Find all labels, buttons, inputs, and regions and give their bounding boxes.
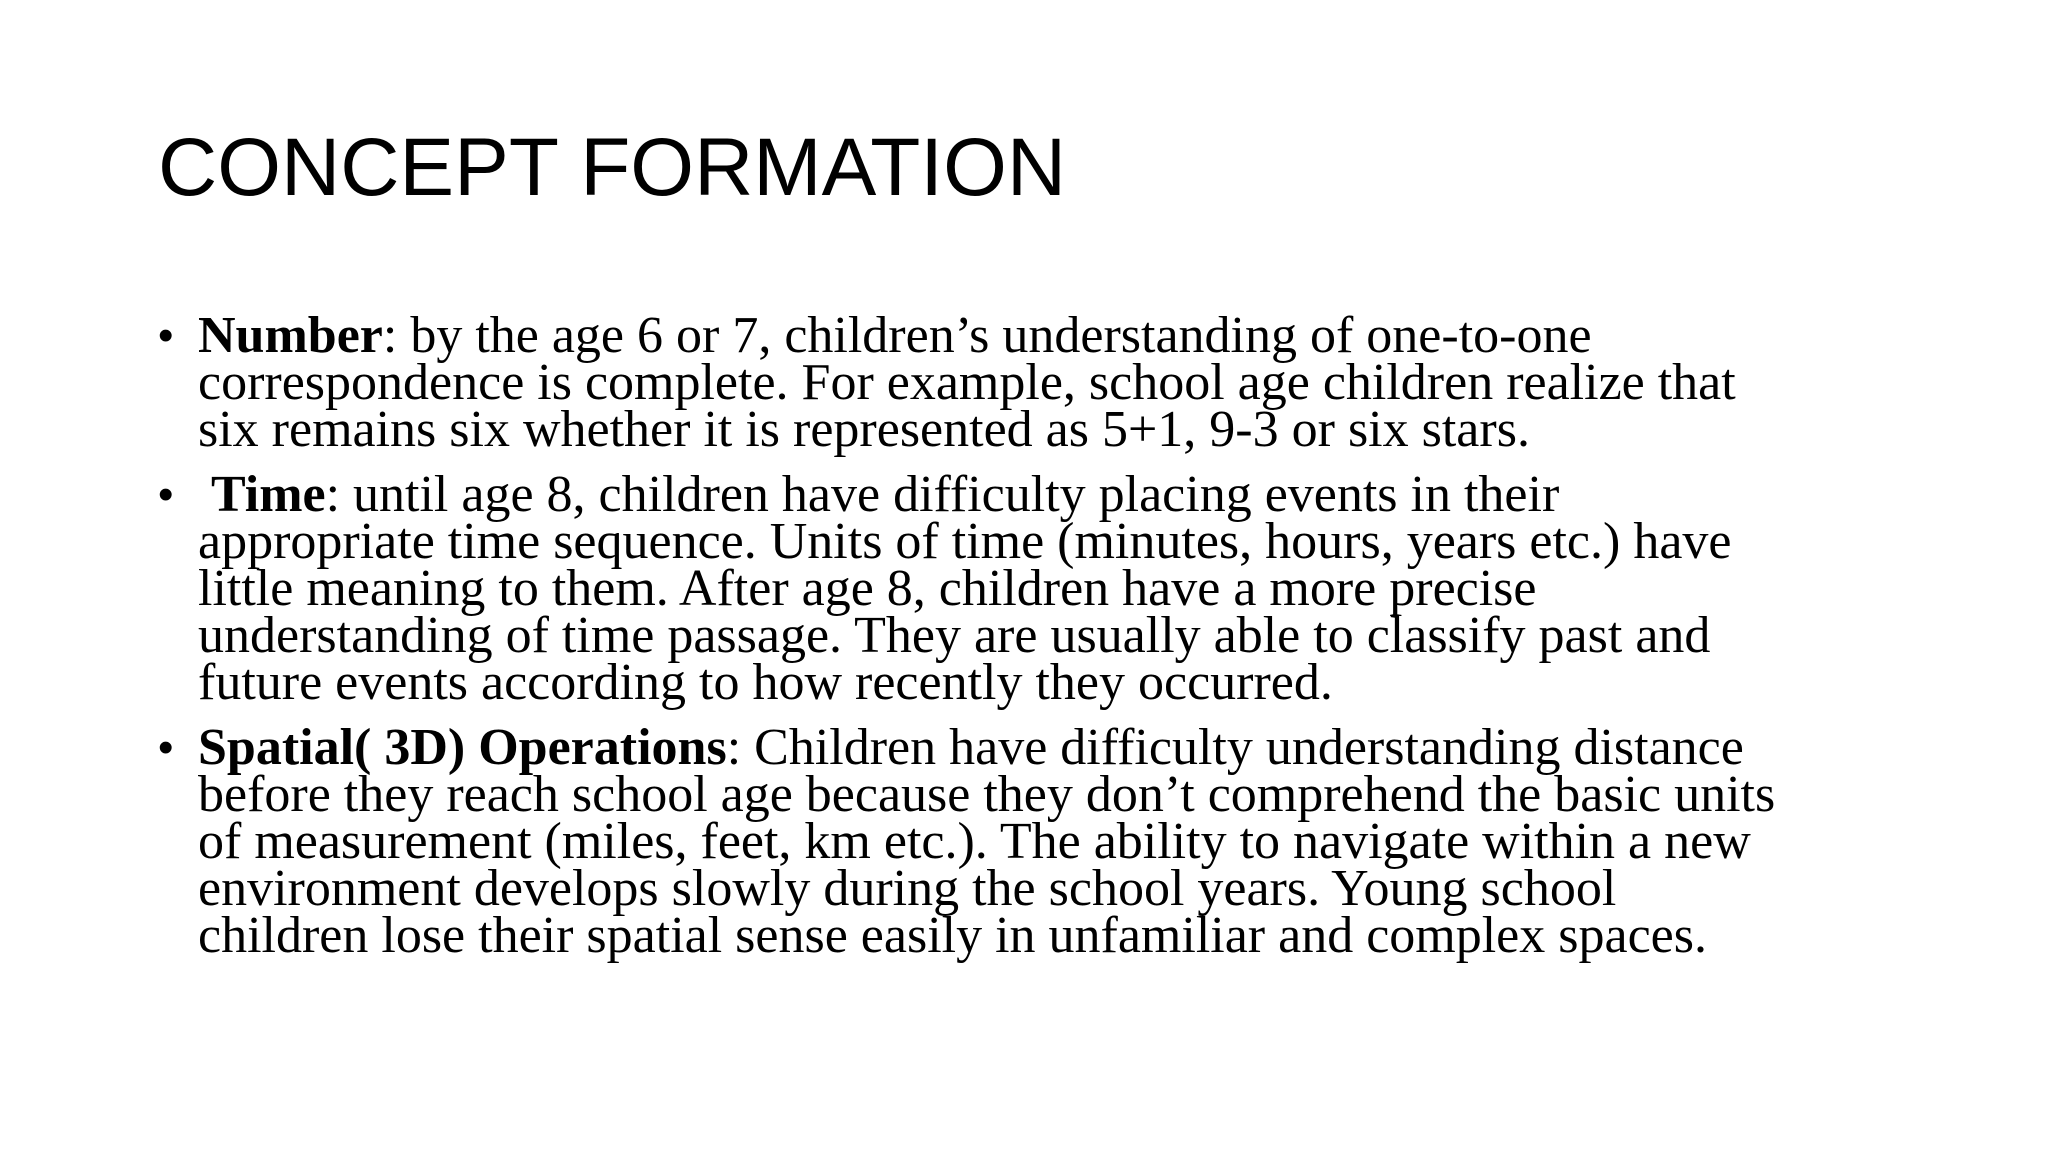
bullet-text: : until age 8, children have difficulty placing events in their bbox=[325, 466, 1560, 523]
bullet-line: appropriate time sequence. Units of time (minutes, hours, years etc.) have bbox=[198, 513, 1732, 570]
bullet-number bbox=[158, 307, 1918, 458]
bullet-line bbox=[198, 719, 1918, 776]
bullet-line: future events according to how recently they occurred. bbox=[198, 654, 1333, 711]
bullet-dot-icon: • bbox=[158, 311, 174, 360]
bullet-line: understanding of time passage. They are usually able to classify past and bbox=[198, 607, 1711, 664]
bullet-term: Number bbox=[198, 307, 383, 364]
bullet-line: before they reach school age because they don’t comprehend the basic units bbox=[198, 766, 1776, 823]
bullet-spatial bbox=[158, 719, 1918, 964]
bullet-line bbox=[198, 307, 1918, 364]
bullet-time bbox=[158, 466, 1918, 711]
bullet-term: Time bbox=[211, 466, 326, 523]
bullet-dot-icon: • bbox=[158, 723, 174, 772]
bullet-line: little meaning to them. After age 8, children have a more precise bbox=[198, 560, 1537, 617]
bullet-term: Spatial( 3D) Operations bbox=[198, 719, 727, 776]
bullet-line: environment develops slowly during the school years. Young school bbox=[198, 860, 1617, 917]
bullet-line bbox=[198, 466, 1918, 523]
bullet-text: : Children have difficulty understanding distance bbox=[726, 719, 1744, 776]
bullet-text: : by the age 6 or 7, children’s understanding of one-to-one bbox=[382, 307, 1592, 364]
bullet-line: six remains six whether it is represented as 5+1, 9-3 or six stars. bbox=[198, 401, 1530, 458]
bullet-line: of measurement (miles, feet, km etc.). The ability to navigate within a new bbox=[198, 813, 1751, 870]
bullet-dot-icon: • bbox=[158, 470, 174, 519]
bullet-line: children lose their spatial sense easily in unfamiliar and complex spaces. bbox=[198, 907, 1707, 964]
slide-title: CONCEPT FORMATION bbox=[158, 122, 1067, 213]
bullet-line: correspondence is complete. For example, school age children realize that bbox=[198, 354, 1736, 411]
bullet-list bbox=[158, 307, 1918, 977]
